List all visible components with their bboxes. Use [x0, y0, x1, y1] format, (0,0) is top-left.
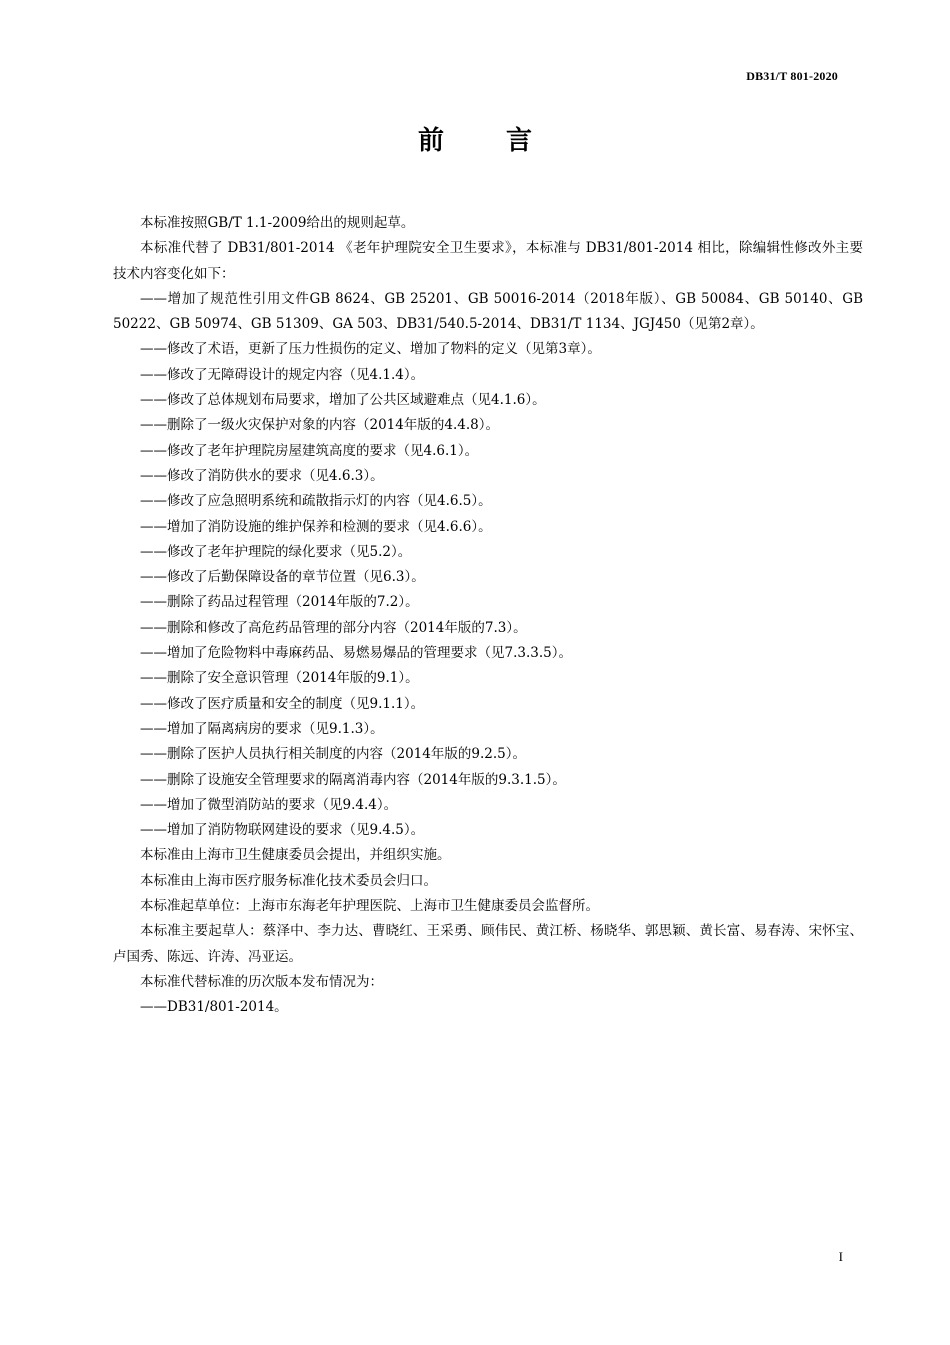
list-item: ——修改了总体规划布局要求，增加了公共区域避难点（见4.1.6）。 [140, 392, 546, 409]
document-code: DB31/T 801-2020 [746, 69, 838, 83]
paragraph: 本标准起草单位：上海市东海老年护理医院、上海市卫生健康委员会监督所。 [140, 898, 599, 915]
paragraph: 本标准主要起草人：蔡泽中、李力达、曹晓红、王采勇、顾伟民、黄江桥、杨晓华、郭思颖、黄长富、易春涛、宋怀宝、卢国秀、陈远、许涛、冯亚运。 [113, 923, 863, 965]
list-item: ——修改了医疗质量和安全的制度（见9.1.1）。 [140, 695, 425, 712]
paragraph: 本标准代替标准的历次版本发布情况为： [140, 973, 383, 990]
list-item: ——修改了术语，更新了压力性损伤的定义、增加了物料的定义（见第3章）。 [140, 341, 601, 358]
paragraph: 本标准代替了 DB31/801-2014 《老年护理院安全卫生要求》，本标准与 DB31/801-2014 相比，除编辑性修改外主要技术内容变化如下： [113, 240, 863, 282]
list-item: ——删除了一级火灾保护对象的内容（2014年版的4.4.8）。 [140, 417, 499, 434]
list-item: ——删除了安全意识管理（2014年版的9.1）。 [140, 670, 419, 687]
list-item: ——增加了消防设施的维护保养和检测的要求（见4.6.6）。 [140, 518, 492, 535]
foreword-body [113, 211, 863, 1021]
list-item: ——修改了后勤保障设备的章节位置（见6.3）。 [140, 569, 425, 586]
list-item: ——修改了无障碍设计的规定内容（见4.1.4）。 [140, 366, 425, 383]
list-item: ——增加了隔离病房的要求（见9.1.3）。 [140, 720, 384, 737]
paragraph: 本标准由上海市医疗服务标准化技术委员会归口。 [140, 872, 437, 889]
paragraph: 本标准按照GB/T 1.1-2009给出的规则起草。 [140, 215, 415, 231]
page-title: 前言 [417, 126, 594, 156]
list-item: ——删除了医护人员执行相关制度的内容（2014年版的9.2.5）。 [140, 746, 526, 763]
list-item: ——修改了老年护理院房屋建筑高度的要求（见4.6.1）。 [140, 442, 479, 459]
list-item: ——增加了规范性引用文件GB 8624、GB 25201、GB 50016-2014（2018年版）、GB 50084、GB 50140、GB 50222、GB 50974、GB 51309、GA 503、DB31/540.5-2014、DB31/T 1134、JGJ450（见第2章）。 [113, 290, 863, 333]
paragraph: 本标准由上海市卫生健康委员会提出，并组织实施。 [140, 847, 451, 864]
list-item: ——修改了老年护理院的绿化要求（见5.2）。 [140, 543, 412, 560]
list-item: ——DB31/801-2014。 [140, 999, 288, 1016]
list-item: ——修改了消防供水的要求（见4.6.3）。 [140, 467, 384, 484]
list-item: ——修改了应急照明系统和疏散指示灯的内容（见4.6.5）。 [140, 493, 492, 510]
list-item: ——删除了设施安全管理要求的隔离消毒内容（2014年版的9.3.1.5）。 [140, 771, 566, 788]
list-item: ——删除和修改了高危药品管理的部分内容（2014年版的7.3）。 [140, 619, 527, 636]
list-item: ——删除了药品过程管理（2014年版的7.2）。 [140, 594, 419, 611]
page-number: I [838, 1249, 843, 1264]
list-item: ——增加了微型消防站的要求（见9.4.4）。 [140, 796, 398, 813]
list-item: ——增加了消防物联网建设的要求（见9.4.5）。 [140, 822, 425, 839]
list-item: ——增加了危险物料中毒麻药品、易燃易爆品的管理要求（见7.3.3.5）。 [140, 645, 572, 662]
